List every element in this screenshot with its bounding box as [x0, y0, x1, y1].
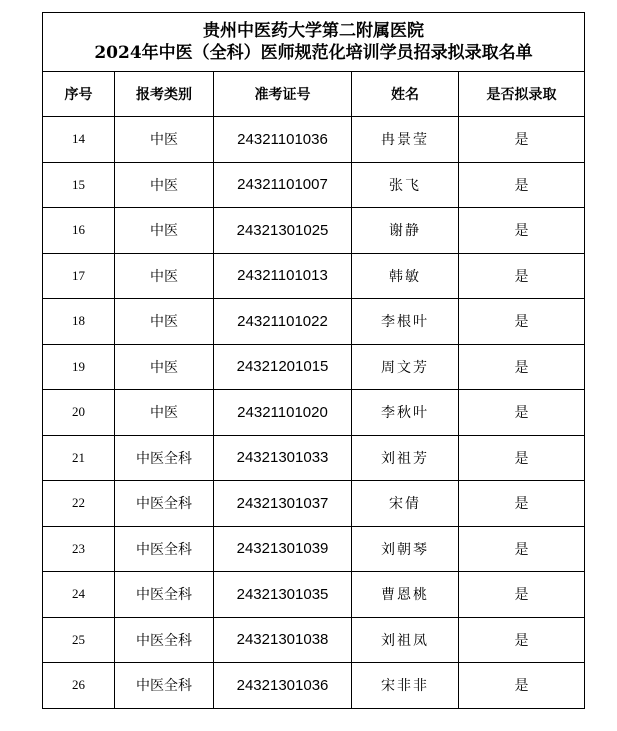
- name-cell: 韩敏: [352, 253, 459, 299]
- column-header-exam-id: 准考证号: [214, 72, 352, 117]
- row-number-cell: 16: [43, 208, 115, 254]
- column-header-no: 序号: [43, 72, 115, 117]
- category-cell: 中医: [115, 253, 214, 299]
- category-cell: 中医全科: [115, 572, 214, 618]
- row-number-cell: 19: [43, 344, 115, 390]
- admitted-cell: 是: [459, 435, 585, 481]
- table-body: [43, 117, 585, 709]
- table-row: [43, 617, 585, 663]
- row-number-cell: 15: [43, 162, 115, 208]
- category-cell: 中医全科: [115, 617, 214, 663]
- category-cell: 中医全科: [115, 481, 214, 527]
- admitted-cell: 是: [459, 572, 585, 618]
- admitted-cell: 是: [459, 526, 585, 572]
- exam-id-cell: 24321301036: [214, 663, 352, 709]
- admitted-cell: 是: [459, 162, 585, 208]
- row-number-cell: 14: [43, 117, 115, 163]
- exam-id-cell: 24321101007: [214, 162, 352, 208]
- exam-id-cell: 24321301025: [214, 208, 352, 254]
- admitted-cell: 是: [459, 481, 585, 527]
- category-cell: 中医: [115, 299, 214, 345]
- name-cell: 宋非非: [352, 663, 459, 709]
- table-row: [43, 344, 585, 390]
- name-cell: 李根叶: [352, 299, 459, 345]
- category-cell: 中医全科: [115, 526, 214, 572]
- name-cell: 冉景莹: [352, 117, 459, 163]
- title-line-2: 2024年中医（全科）医师规范化培训学员招录拟录取名单: [94, 43, 533, 63]
- name-cell: 曹恩桃: [352, 572, 459, 618]
- category-cell: 中医: [115, 208, 214, 254]
- name-cell: 周文芳: [352, 344, 459, 390]
- row-number-cell: 26: [43, 663, 115, 709]
- name-cell: 刘祖凤: [352, 617, 459, 663]
- name-cell: 谢静: [352, 208, 459, 254]
- name-cell: 刘朝琴: [352, 526, 459, 572]
- name-cell: 刘祖芳: [352, 435, 459, 481]
- name-cell: 宋倩: [352, 481, 459, 527]
- exam-id-cell: 24321101020: [214, 390, 352, 436]
- name-cell: 张飞: [352, 162, 459, 208]
- row-number-cell: 22: [43, 481, 115, 527]
- row-number-cell: 21: [43, 435, 115, 481]
- row-number-cell: 18: [43, 299, 115, 345]
- admission-list-sheet: [42, 12, 584, 709]
- exam-id-cell: 24321301035: [214, 572, 352, 618]
- table-row: [43, 481, 585, 527]
- table-row: [43, 117, 585, 163]
- table-row: [43, 526, 585, 572]
- admitted-cell: 是: [459, 344, 585, 390]
- admitted-cell: 是: [459, 299, 585, 345]
- name-cell: 李秋叶: [352, 390, 459, 436]
- table-row: [43, 299, 585, 345]
- admitted-cell: 是: [459, 117, 585, 163]
- column-header-name: 姓名: [352, 72, 459, 117]
- exam-id-cell: 24321101013: [214, 253, 352, 299]
- category-cell: 中医全科: [115, 663, 214, 709]
- column-header-category: 报考类别: [115, 72, 214, 117]
- exam-id-cell: 24321301038: [214, 617, 352, 663]
- row-number-cell: 17: [43, 253, 115, 299]
- exam-id-cell: 24321301039: [214, 526, 352, 572]
- row-number-cell: 23: [43, 526, 115, 572]
- exam-id-cell: 24321301037: [214, 481, 352, 527]
- column-header-admitted: 是否拟录取: [459, 72, 585, 117]
- category-cell: 中医: [115, 344, 214, 390]
- exam-id-cell: 24321201015: [214, 344, 352, 390]
- row-number-cell: 24: [43, 572, 115, 618]
- admission-table: [42, 12, 585, 709]
- admitted-cell: 是: [459, 253, 585, 299]
- title-row: [43, 13, 585, 72]
- table-row: [43, 253, 585, 299]
- table-row: [43, 208, 585, 254]
- category-cell: 中医全科: [115, 435, 214, 481]
- admitted-cell: 是: [459, 390, 585, 436]
- category-cell: 中医: [115, 162, 214, 208]
- table-title: [43, 13, 585, 72]
- title-line-1: 贵州中医药大学第二附属医院: [203, 21, 425, 41]
- header-row: [43, 72, 585, 117]
- admitted-cell: 是: [459, 617, 585, 663]
- table-row: [43, 162, 585, 208]
- row-number-cell: 20: [43, 390, 115, 436]
- exam-id-cell: 24321101022: [214, 299, 352, 345]
- exam-id-cell: 24321101036: [214, 117, 352, 163]
- admitted-cell: 是: [459, 208, 585, 254]
- admitted-cell: 是: [459, 663, 585, 709]
- category-cell: 中医: [115, 117, 214, 163]
- table-row: [43, 435, 585, 481]
- exam-id-cell: 24321301033: [214, 435, 352, 481]
- table-row: [43, 390, 585, 436]
- row-number-cell: 25: [43, 617, 115, 663]
- table-row: [43, 572, 585, 618]
- table-row: [43, 663, 585, 709]
- category-cell: 中医: [115, 390, 214, 436]
